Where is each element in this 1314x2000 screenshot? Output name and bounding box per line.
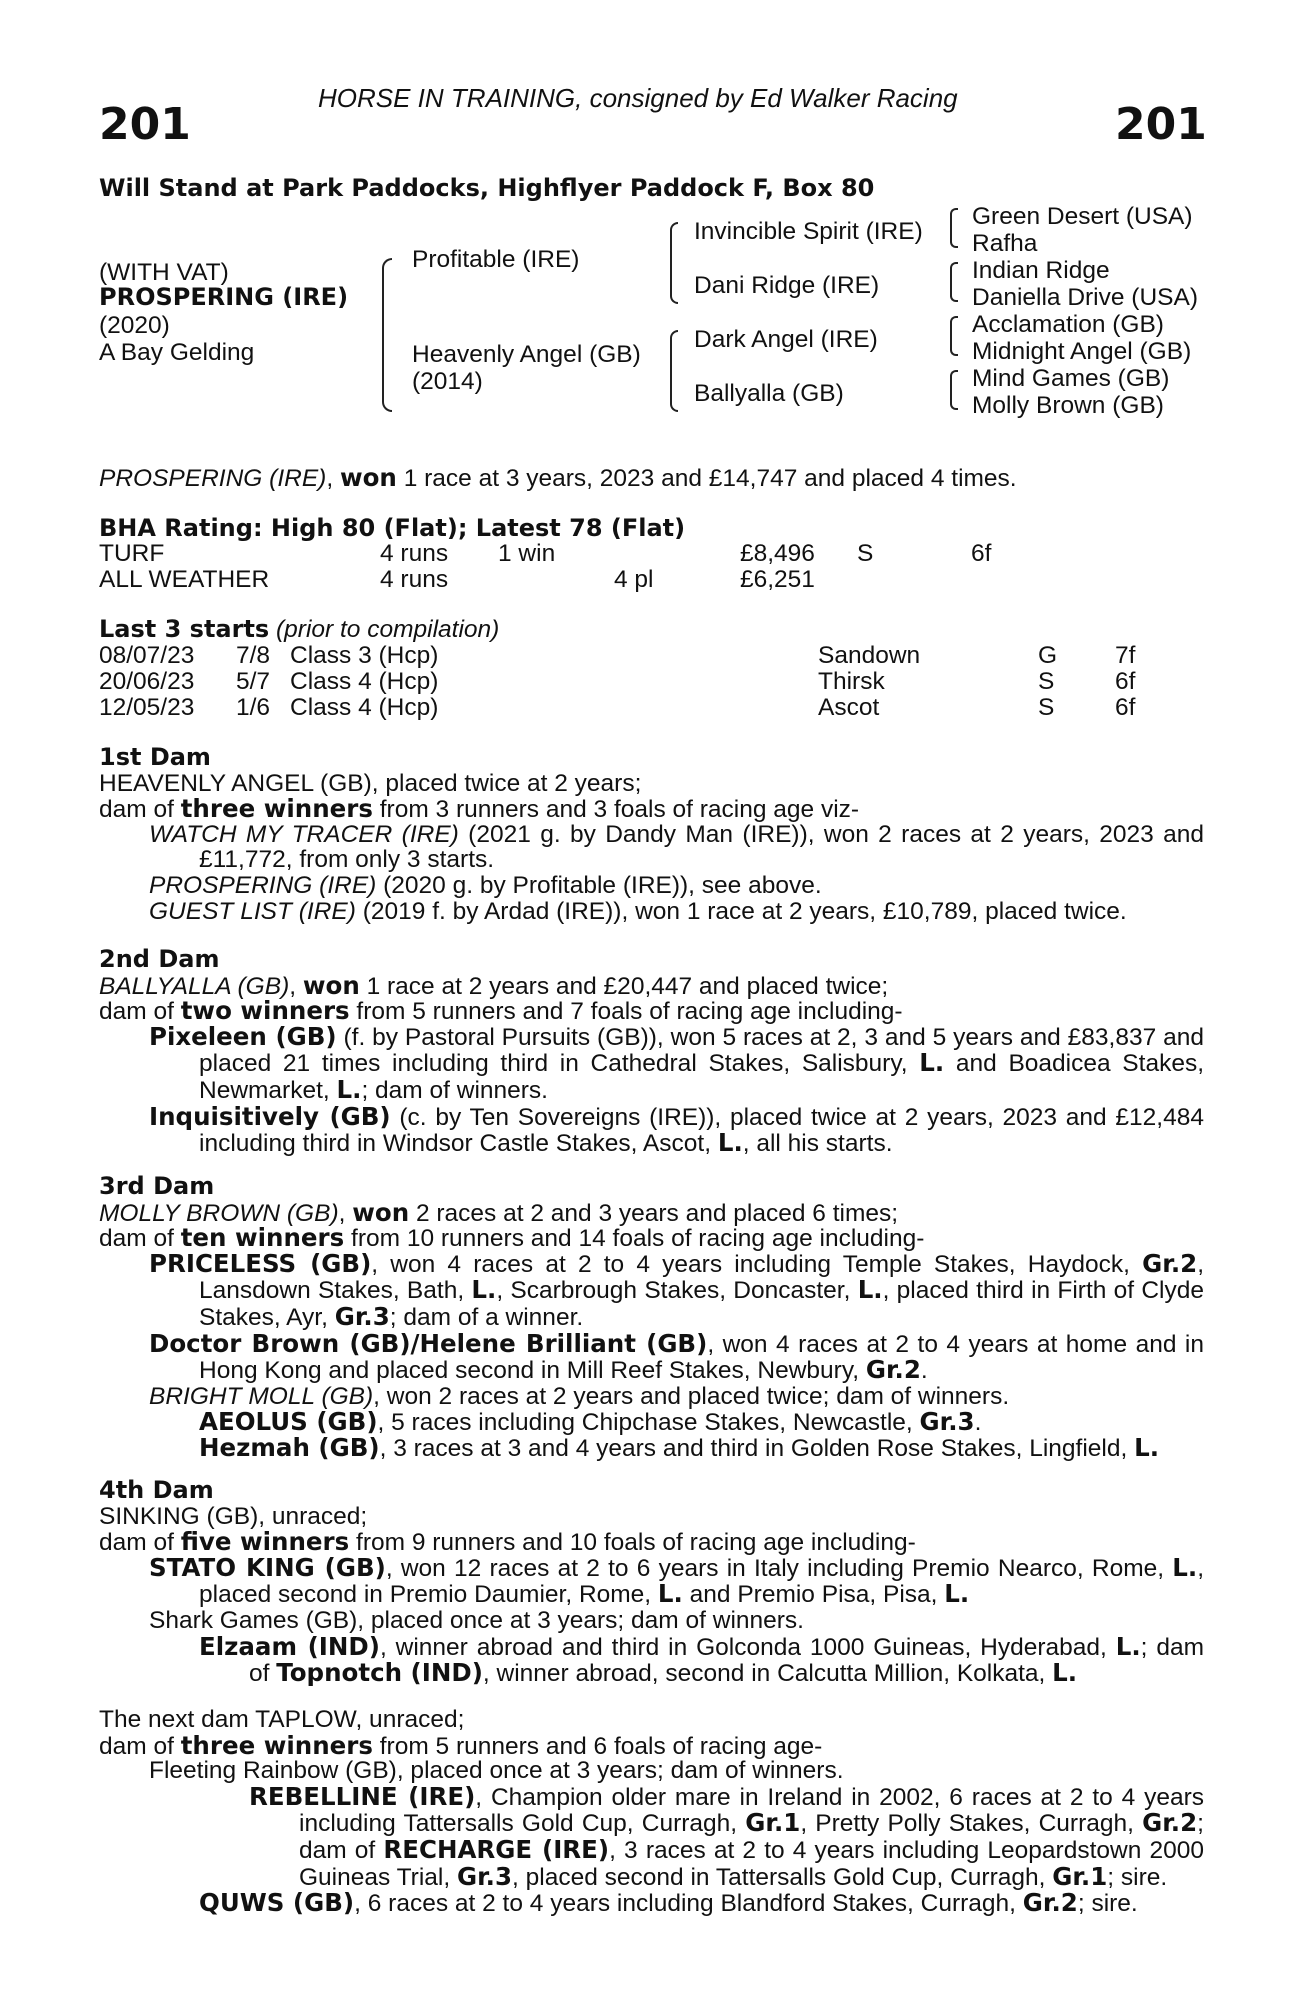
start-position: 5/7 — [236, 668, 271, 695]
start-course: Ascot — [818, 694, 880, 721]
ggsire-4: Mind Games (GB) — [972, 365, 1170, 392]
first-dam-produce-line: dam of three winners from 3 runners and 3 foals of racing age viz- — [99, 794, 860, 824]
first-dam-heading: 1st Dam — [99, 743, 211, 771]
ggdam-4: Molly Brown (GB) — [972, 392, 1164, 419]
produce-name: GUEST LIST (IRE) — [149, 897, 356, 925]
dam-sire: Dark Angel (IRE) — [694, 326, 878, 353]
rating-runs: 4 runs — [380, 566, 449, 593]
catalogue-title: HORSE IN TRAINING, consigned by Ed Walker Racing — [318, 83, 958, 113]
fourth-dam-produce-line: dam of five winners from 9 runners and 10 foals of racing age including- — [99, 1527, 916, 1557]
winners-count: three winners — [180, 794, 373, 824]
start-position: 7/8 — [236, 642, 271, 669]
winners-count: five winners — [180, 1527, 350, 1557]
third-dam-section — [99, 1174, 1204, 1461]
rating-money: £8,496 — [740, 540, 815, 567]
start-position: 1/6 — [236, 694, 271, 721]
produce-name: Inquisitively (GB) — [149, 1101, 391, 1131]
dam-year: (2014) — [412, 368, 483, 395]
third-dam-heading: 3rd Dam — [99, 1172, 215, 1200]
ggsire-2: Indian Ridge — [972, 257, 1110, 284]
rating-money: £6,251 — [740, 566, 815, 593]
produce-entry: Pixeleen (GB) (f. by Pastoral Pursuits (GB)), won 5 races at 2, 3 and 5 years and £83,837 and placed 21 times including third in Cathedral Stakes, Salisbury, L. and Boadicea Stakes, Newmarket, L.; dam of winners. — [149, 1021, 1205, 1104]
winners-count: two winners — [180, 996, 350, 1026]
ggdam-2: Daniella Drive (USA) — [972, 284, 1199, 311]
start-date: 12/05/23 — [99, 694, 195, 721]
produce-entry: GUEST LIST (IRE) (2019 f. by Ardad (IRE)), won 1 race at 2 years, £10,789, placed twice. — [149, 897, 1127, 925]
stand-location: Will Stand at Park Paddocks, Highflyer Paddock F, Box 80 — [99, 174, 875, 202]
start-going: S — [1038, 668, 1055, 695]
ggsire-3: Acclamation (GB) — [972, 311, 1164, 338]
horse-name: PROSPERING (IRE) — [99, 283, 349, 311]
last-starts-heading — [99, 617, 499, 643]
second-dam-heading: 2nd Dam — [99, 945, 220, 973]
produce-name: Pixeleen (GB) — [149, 1021, 337, 1051]
third-dam-produce-line: dam of ten winners from 10 runners and 14 foals of racing age including- — [99, 1223, 925, 1253]
vat-note: (WITH VAT) — [99, 259, 229, 286]
produce-name: WATCH MY TRACER (IRE) — [149, 820, 459, 848]
start-date: 08/07/23 — [99, 642, 195, 669]
produce-entry: PRICELESS (GB), won 4 races at 2 to 4 years including Temple Stakes, Haydock, Gr.2, Lansdown Stakes, Bath, L., Scarbrough Stakes, Doncaster, L., placed third in Firth of Clyde Stakes, Ayr, Gr.3; dam of a winner. — [149, 1248, 1204, 1331]
grand-produce-entry: Hezmah (GB), 3 races at 3 and 4 years and third in Golden Rose Stakes, Lingfield, L. — [199, 1432, 1160, 1462]
next-dam-produce-line: dam of three winners from 5 runners and 6 foals of racing age- — [99, 1730, 823, 1760]
sire-dam: Dani Ridge (IRE) — [694, 272, 880, 299]
fourth-dam-section — [99, 1478, 1204, 1687]
summary-won: won — [339, 463, 397, 492]
ggdam-1: Rafha — [972, 230, 1038, 257]
produce-entry: STATO KING (GB), won 12 races at 2 to 6 years in Italy including Premio Nearco, Rome, L., placed second in Premio Daumier, Rome, L. and Premio Pisa, Pisa, L. — [149, 1552, 1204, 1609]
start-course: Thirsk — [818, 668, 885, 695]
next-dam-section — [99, 1707, 1204, 1916]
first-dam-line: HEAVENLY ANGEL (GB), placed twice at 2 years; — [99, 769, 642, 797]
race-summary: PROSPERING (IRE), won 1 race at 3 years, 2023 and £14,747 and placed 4 times. — [99, 463, 1017, 492]
pedigree-brace — [950, 316, 958, 356]
second-dam-section — [99, 947, 1204, 1157]
grand-produce-entry: AEOLUS (GB), 5 races including Chipchase Stakes, Newcastle, Gr.3. — [199, 1407, 982, 1437]
dam-dam: Ballyalla (GB) — [694, 380, 844, 407]
second-dam-line: BALLYALLA (GB), won 1 race at 2 years and £20,447 and placed twice; — [99, 970, 889, 1000]
last-starts-title: Last 3 starts — [99, 615, 270, 643]
start-distance: 6f — [1115, 668, 1136, 695]
rating-surface: TURF — [99, 540, 165, 567]
summary-horse-name: PROSPERING (IRE) — [99, 465, 327, 492]
rating-surface: ALL WEATHER — [99, 566, 270, 593]
start-class: Class 4 (Hcp) — [290, 668, 439, 695]
lot-number-left: 201 — [99, 99, 191, 150]
pedigree-brace — [382, 258, 392, 412]
pedigree-brace — [950, 262, 958, 302]
rating-runs: 4 runs — [380, 540, 449, 567]
last-starts-note: (prior to compilation) — [269, 616, 500, 643]
grand-produce-entry: QUWS (GB), 6 races at 2 to 4 years including Blandford Stakes, Curragh, Gr.2; sire. — [199, 1888, 1138, 1918]
winners-count: ten winners — [180, 1223, 345, 1253]
produce-entry: Doctor Brown (GB)/Helene Brilliant (GB), won 4 races at 2 to 4 years at home and in Hong Kong and placed second in Mill Reef Stakes, Newbury, Gr.2. — [149, 1328, 1204, 1385]
start-date: 20/06/23 — [99, 668, 195, 695]
bha-rating-heading: BHA Rating: High 80 (Flat); Latest 78 (Flat) — [99, 514, 686, 542]
rating-placed: 4 pl — [614, 566, 654, 593]
rating-distance: 6f — [971, 540, 992, 567]
pedigree-brace — [670, 222, 678, 304]
start-class: Class 3 (Hcp) — [290, 642, 439, 669]
produce-name: REBELLINE (IRE) — [249, 1781, 476, 1811]
pedigree-brace — [950, 208, 958, 248]
next-dam-line: The next dam TAPLOW, unraced; — [99, 1706, 465, 1733]
fourth-dam-line: SINKING (GB), unraced; — [99, 1502, 368, 1530]
start-distance: 7f — [1115, 642, 1136, 669]
produce-name: AEOLUS (GB) — [199, 1407, 378, 1437]
produce-name: STATO KING (GB) — [149, 1552, 386, 1582]
produce-name: PROSPERING (IRE) — [149, 871, 377, 899]
produce-entry: Shark Games (GB), placed once at 3 years; dam of winners. — [149, 1606, 804, 1634]
ggsire-1: Green Desert (USA) — [972, 203, 1193, 230]
dam: Heavenly Angel (GB) — [412, 341, 641, 368]
produce-entry: Fleeting Rainbow (GB), placed once at 3 years; dam of winners. — [149, 1757, 844, 1785]
rating-going: S — [857, 540, 874, 567]
pedigree-brace — [670, 330, 678, 412]
horse-description: A Bay Gelding — [99, 339, 255, 366]
produce-name: PRICELESS (GB) — [149, 1248, 372, 1278]
sire: Profitable (IRE) — [412, 246, 580, 273]
produce-name: Hezmah (GB) — [199, 1432, 380, 1462]
start-distance: 6f — [1115, 694, 1136, 721]
pedigree-brace — [950, 370, 958, 410]
summary-text: 1 race at 3 years, 2023 and £14,747 and placed 4 times. — [396, 465, 1017, 492]
sire-sire: Invincible Spirit (IRE) — [694, 218, 923, 245]
start-going: S — [1038, 694, 1055, 721]
produce-entry: BRIGHT MOLL (GB), won 2 races at 2 years and placed twice; dam of winners. — [149, 1382, 1010, 1410]
grand-produce-entry: REBELLINE (IRE), Champion older mare in Ireland in 2002, 6 races at 2 to 4 years including Tattersalls Gold Cup, Curragh, Gr.1, Pretty Polly Stakes, Curragh, Gr.2; dam of RECHARGE (IRE), 3 races at 2 to 4 years including Leopardstown 2000 Guineas Trial, Gr.3, placed second in Tattersalls Gold Cup, Curragh, Gr.1; sire. — [249, 1781, 1205, 1891]
third-dam-line: MOLLY BROWN (GB), won 2 races at 2 and 3 years and placed 6 times; — [99, 1197, 899, 1227]
grand-produce-entry: Elzaam (IND), winner abroad and third in Golconda 1000 Guineas, Hyderabad, L.; dam of Topnotch (IND), winner abroad, second in Calcutta Million, Kolkata, L. — [199, 1631, 1205, 1688]
produce-entry: Inquisitively (GB) (c. by Ten Sovereigns (IRE)), placed twice at 2 years, 2023 and £12,484 including third in Windsor Castle Stakes, Ascot, L., all his starts. — [149, 1101, 1204, 1158]
ggdam-3: Midnight Angel (GB) — [972, 338, 1192, 365]
produce-name: BRIGHT MOLL (GB) — [149, 1382, 374, 1410]
lot-number-right: 201 — [1115, 99, 1207, 150]
produce-name: Elzaam (IND) — [199, 1631, 380, 1661]
start-class: Class 4 (Hcp) — [290, 694, 439, 721]
horse-year: (2020) — [99, 312, 170, 339]
rating-wins: 1 win — [498, 540, 556, 567]
second-dam-produce-line: dam of two winners from 5 runners and 7 foals of racing age including- — [99, 996, 903, 1026]
produce-entry: WATCH MY TRACER (IRE) (2021 g. by Dandy Man (IRE)), won 2 races at 2 years, 2023 and £11,772, from only 3 starts. — [149, 820, 1205, 874]
start-course: Sandown — [818, 642, 921, 669]
first-dam-section — [99, 745, 1204, 924]
produce-name: QUWS (GB) — [199, 1888, 355, 1918]
winners-count: three winners — [180, 1730, 373, 1760]
produce-entry: PROSPERING (IRE) (2020 g. by Profitable (IRE)), see above. — [149, 871, 822, 899]
fourth-dam-heading: 4th Dam — [99, 1476, 214, 1504]
start-going: G — [1038, 642, 1058, 669]
produce-name: Doctor Brown (GB)/Helene Brilliant (GB) — [149, 1328, 708, 1358]
